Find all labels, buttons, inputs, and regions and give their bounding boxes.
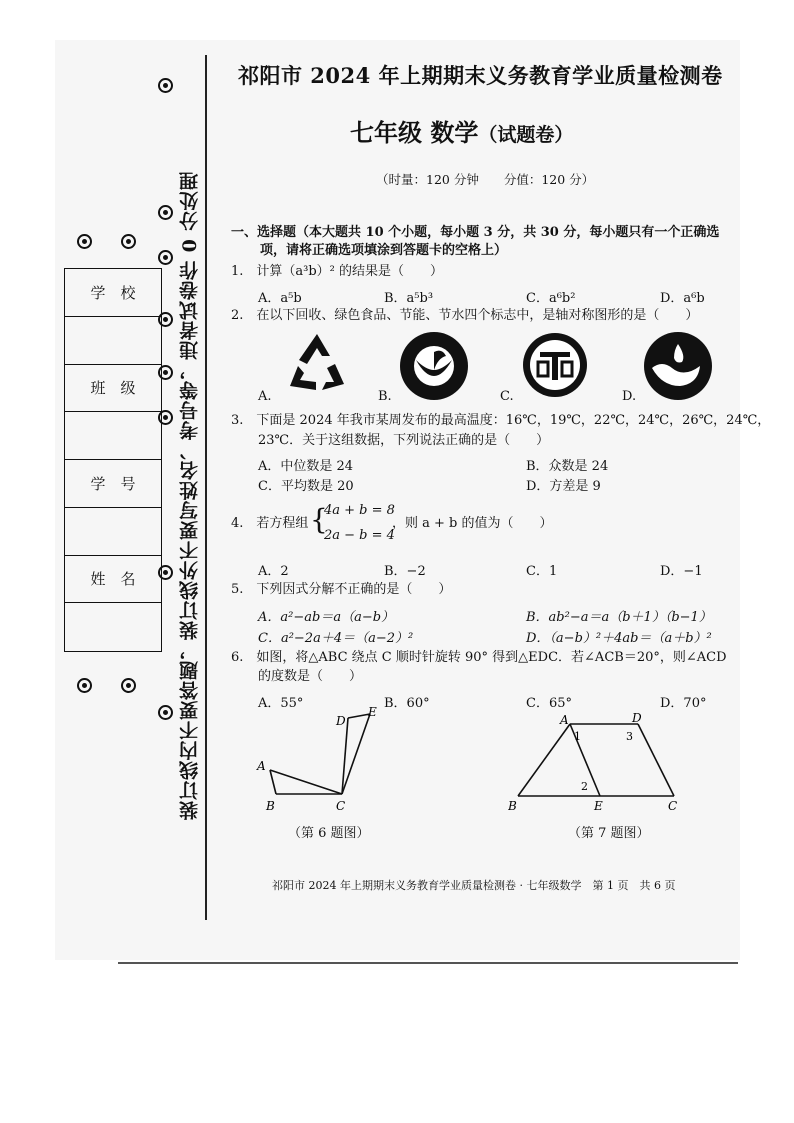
q6-stem: 6. 如图，将△ABC 绕点 C 顺时针旋转 90° 得到△EDC．若∠ACB＝20°，则∠ACD (231, 650, 727, 665)
q6-option-c[interactable]: C．65° (526, 696, 572, 711)
q5-option-b[interactable]: B．ab²−a＝a（b＋1）（b−1） (526, 610, 712, 625)
q4-option-b[interactable]: B．−2 (384, 564, 426, 579)
school-label: 学 校 (65, 269, 161, 317)
school-field[interactable] (65, 317, 161, 365)
q5-stem: 5. 下列因式分解不正确的是（ ） (231, 582, 452, 597)
exam-title: 祁阳市 2024 年上期期末义务教育学业质量检测卷 (238, 63, 723, 88)
fig6-edge-dc (342, 718, 348, 794)
exam-meta: （时量：120 分钟 分值：120 分） (376, 172, 595, 187)
fig6-label-c: C (336, 799, 346, 813)
binding-hole-icon (158, 250, 173, 265)
fig6-edge-ac (270, 770, 342, 794)
q3-stem-cont: 23℃．关于这组数据，下列说法正确的是（ ） (258, 433, 550, 448)
fig6-label-b: B (266, 799, 275, 813)
q3-option-a[interactable]: A．中位数是 24 (258, 459, 354, 474)
student-id-label: 学 号 (65, 460, 161, 508)
q1-option-b[interactable]: B．a⁵b³ (384, 291, 434, 306)
water-saving-icon (642, 330, 714, 402)
subject-note: （试题卷） (478, 124, 574, 146)
fig7-label-b: B (508, 799, 517, 813)
binding-hole-icon (121, 678, 136, 693)
figure-7-caption: （第 7 题图） (568, 826, 650, 841)
q5-option-c[interactable]: C．a²−2a＋4＝（a−2）² (258, 631, 414, 646)
q1-option-d[interactable]: D．a⁶b (660, 291, 705, 306)
q2-stem: 2. 在以下回收、绿色食品、节能、节水四个标志中，是轴对称图形的是（ ） (231, 308, 699, 323)
brace-icon: { (310, 503, 328, 536)
fig6-edge-de (348, 714, 370, 718)
fig7-label-d: D (632, 711, 642, 725)
class-label: 班 级 (65, 365, 161, 413)
student-id-field[interactable] (65, 508, 161, 556)
recycle-icon (282, 330, 352, 398)
q3-option-b[interactable]: B．众数是 24 (526, 459, 609, 474)
fig6-label-a: A (257, 759, 266, 773)
green-food-icon (398, 330, 470, 402)
section-heading-cont: 项，请将正确选项填涂到答题卡的空格上） (260, 243, 508, 258)
q4-prefix: 4. 若方程组 (231, 516, 309, 531)
figure-6-diagram (250, 704, 390, 816)
q1-option-a[interactable]: A．a⁵b (258, 291, 302, 306)
exam-subject (350, 113, 573, 148)
figure-6-caption: （第 6 题图） (288, 826, 370, 841)
q4-option-d[interactable]: D．−1 (660, 564, 703, 579)
q5-option-d[interactable]: D．（a−b）²＋4ab＝（a＋b）² (526, 631, 712, 646)
binding-hole-icon (121, 234, 136, 249)
q2-option-b[interactable]: B. (378, 389, 392, 404)
fig6-edge-ec (342, 714, 370, 794)
q2-option-a[interactable]: A. (258, 389, 272, 404)
fig7-edge-dc (638, 724, 674, 796)
fig7-angle-1: 1 (574, 730, 581, 743)
fig7-angle-2: 2 (581, 780, 588, 793)
q4-suffix: ，则 a + b 的值为（ ） (392, 516, 553, 531)
q4-equation-1: 4a + b = 8 (324, 503, 395, 518)
q6-option-b[interactable]: B．60° (384, 696, 430, 711)
binding-hole-icon (158, 205, 173, 220)
student-info-table (64, 268, 162, 652)
fig7-label-e: E (594, 799, 603, 813)
q4-option-a[interactable]: A．2 (258, 564, 289, 579)
fig7-label-c: C (668, 799, 678, 813)
fig6-edge-ab (270, 770, 276, 794)
figure-7-diagram (508, 708, 694, 814)
binding-hole-icon (77, 234, 92, 249)
section-heading: 一、选择题（本大题共 10 个小题，每小题 3 分，共 30 分，每小题只有一个正确选 (231, 225, 720, 240)
q3-option-c[interactable]: C．平均数是 20 (258, 479, 354, 494)
q6-option-d[interactable]: D．70° (660, 696, 707, 711)
q2-option-c[interactable]: C. (500, 389, 514, 404)
q4-option-c[interactable]: C．1 (526, 564, 558, 579)
q2-option-d[interactable]: D. (622, 389, 637, 404)
page-footer: 祁阳市 2024 年上期期末义务教育学业质量检测卷 · 七年级数学 第 1 页 共 6 页 (272, 879, 676, 892)
fig7-label-a: A (560, 713, 569, 727)
name-field[interactable] (65, 603, 161, 651)
name-label: 姓 名 (65, 556, 161, 604)
fig7-edge-ab (518, 724, 570, 796)
energy-saving-icon (520, 330, 590, 400)
q3-option-d[interactable]: D．方差是 9 (526, 479, 601, 494)
q5-option-a[interactable]: A．a²−ab＝a（a−b） (258, 610, 395, 625)
binding-hole-icon (158, 78, 173, 93)
binding-hole-icon (158, 705, 173, 720)
binding-notice: 装订线内不要答题，装订线外不要写姓名、考号等，违者试卷作 0 分处理 (179, 170, 201, 820)
binding-hole-icon (77, 678, 92, 693)
subject-name: 七年级 数学 (350, 118, 479, 147)
fig7-angle-3: 3 (626, 730, 633, 743)
q1-stem: 1. 计算（a³b）² 的结果是（ ） (231, 264, 444, 279)
q6-stem-cont: 的度数是（ ） (258, 669, 363, 684)
page-edge-divider (118, 962, 738, 964)
q3-stem: 3. 下面是 2024 年我市某周发布的最高温度：16℃，19℃，22℃，24℃，26℃，24℃， (231, 413, 771, 428)
q6-option-a[interactable]: A．55° (258, 696, 304, 711)
q1-option-c[interactable]: C．a⁶b² (526, 291, 576, 306)
binding-line (205, 55, 207, 920)
fig6-label-d: D (336, 714, 346, 728)
class-field[interactable] (65, 412, 161, 460)
fig6-label-e: E (368, 705, 377, 719)
q4-equation-2: 2a − b = 4 (324, 528, 395, 543)
